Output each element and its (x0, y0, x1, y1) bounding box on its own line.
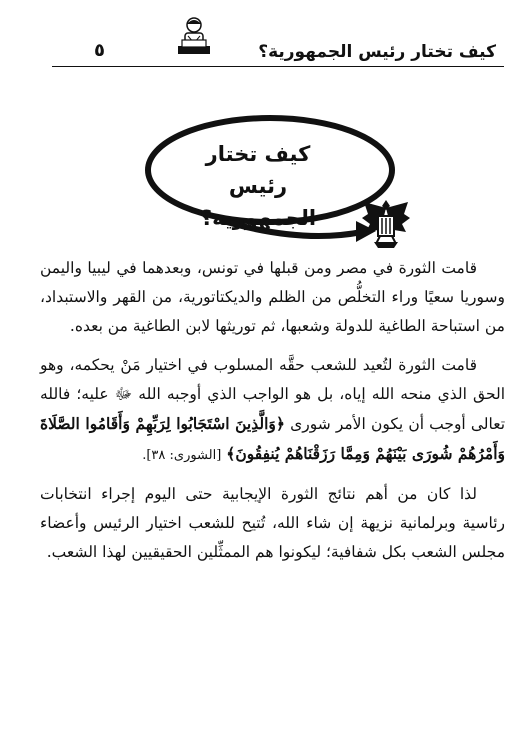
quran-verse: ﴿وَالَّذِينَ اسْتَجَابُوا لِرَبِّهِمْ وَأَقَامُوا الصَّلَاةَ وَأَمْرُهُمْ شُورَى بَيْنَهُمْ وَمِمَّا رَزَقْنَاهُمْ يُنفِقُونَ﴾ (40, 414, 505, 463)
page-header (52, 38, 504, 70)
paragraph-2-text: قامت الثورة لتُعيد للشعب حقَّه المسلوب في اختيار مَنْ يحكمه، وهو الحق الذي منحه الله إياه، بل هو الواجب الذي أوجبه الله ﷻ عليه؛ فالله تعالى أوجب أن يكون الأمر شورى (40, 356, 506, 433)
chapter-title-line1: كيف تختار (205, 142, 311, 166)
chapter-title-line2: رئيس الجمهورية؟ (199, 174, 317, 230)
page-number: ٥ (94, 40, 105, 61)
eagle-emblem-icon (358, 194, 414, 258)
paragraph-2 (40, 351, 505, 470)
header-rule (52, 66, 504, 67)
reading-man-icon (174, 16, 214, 60)
paragraph-1: قامت الثورة في مصر ومن قبلها في تونس، وبعدهما في ليبيا واليمن وسوريا سعيًا وراء التخلُّص من الظلم والديكتاتورية، من القهر والاستبداد، من استباحة الطاغية للدولة وشعبها، ثم توريثها لابن الطاغية من بعده. (40, 259, 505, 335)
verse-citation: [الشورى: ٣٨]. (142, 448, 222, 463)
paragraph-3: لذا كان من أهم نتائج الثورة الإيجابية حتى اليوم إجراء انتخابات رئاسية وبرلمانية نزيهة إن شاء الله، تُتيح للشعب اختيار الرئيس وأعضاء مجلس الشعب بكل شفافية؛ ليكونوا هم الممثِّلين الحقيقيين لهذا الشعب. (40, 485, 505, 561)
body-text (40, 254, 505, 577)
chapter-title (178, 138, 338, 234)
header-title: كيف تختار رئيس الجمهورية؟ (258, 42, 496, 62)
